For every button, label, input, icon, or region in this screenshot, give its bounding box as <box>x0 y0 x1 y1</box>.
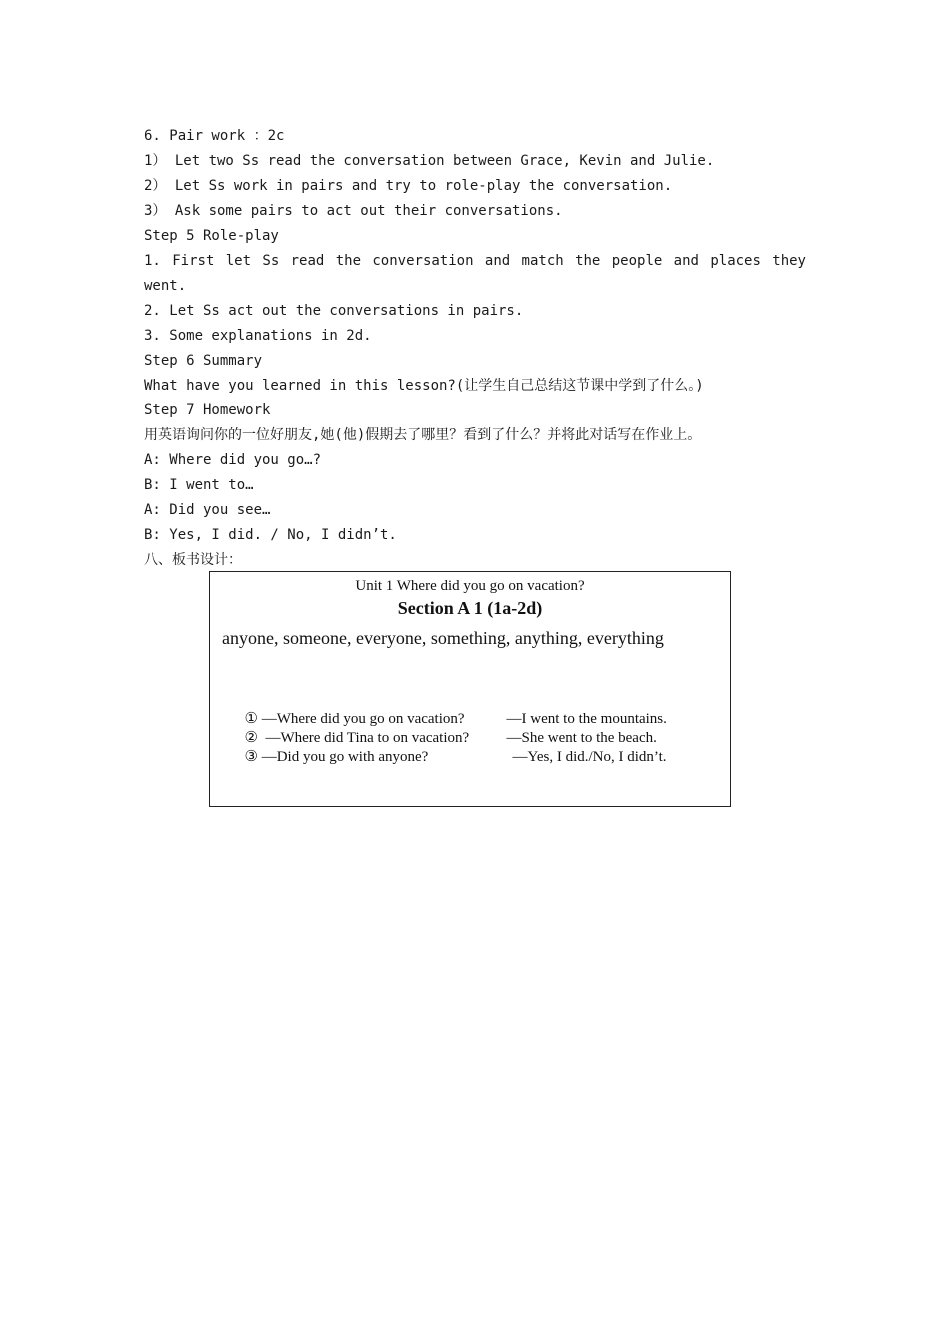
text-line: 6. Pair work ：2c <box>144 128 285 144</box>
board-unit-title: Unit 1 Where did you go on vacation? <box>355 578 585 594</box>
dialogue-line: A: Where did you go…? <box>144 452 322 468</box>
text-line: 2. Let Ss act out the conversations in pairs. <box>144 303 524 319</box>
text-line: 用英语询问你的一位好朋友,她(他)假期去了哪里？看到了什么？并将此对话写在作业上。 <box>144 427 702 443</box>
blackboard-design-box <box>209 571 731 807</box>
text-line: 3） Ask some pairs to act out their conversations. <box>144 203 563 219</box>
board-question: ③ —Did you go with anyone? <box>244 749 429 765</box>
board-question: ① —Where did you go on vacation? <box>244 711 465 727</box>
step-heading: Step 5 Role-play <box>144 228 279 244</box>
step-heading: Step 7 Homework <box>144 402 271 418</box>
board-answer: —She went to the beach. <box>506 730 657 746</box>
text-line: 3. Some explanations in 2d. <box>144 328 372 344</box>
text-line: 1） Let two Ss read the conversation between Grace, Kevin and Julie. <box>144 153 715 169</box>
board-dialogue-row <box>222 730 667 783</box>
board-question: ② —Where did Tina to on vacation? <box>244 730 470 746</box>
text-line: 1. First let Ss read the conversation and match the people and places they <box>144 253 806 269</box>
dialogue-line: A: Did you see… <box>144 502 271 518</box>
step-heading: Step 6 Summary <box>144 353 263 369</box>
text-line: What have you learned in this lesson?(让学生自己总结这节课中学到了什么。) <box>144 378 704 394</box>
board-answer: —I went to the mountains. <box>506 711 667 727</box>
text-line: 2） Let Ss work in pairs and try to role-play the conversation. <box>144 178 673 194</box>
dialogue-line: B: Yes, I did. / No, I didn’t. <box>144 527 397 543</box>
board-section-title: Section A 1 (1a-2d) <box>397 598 543 618</box>
dialogue-line: B: I went to… <box>144 477 254 493</box>
section-heading: 八、板书设计： <box>144 552 242 568</box>
board-vocabulary: anyone, someone, everyone, something, anything, everything <box>222 628 664 648</box>
board-answer: —Yes, I did./No, I didn’t. <box>512 749 667 765</box>
text-line: went. <box>144 278 187 294</box>
